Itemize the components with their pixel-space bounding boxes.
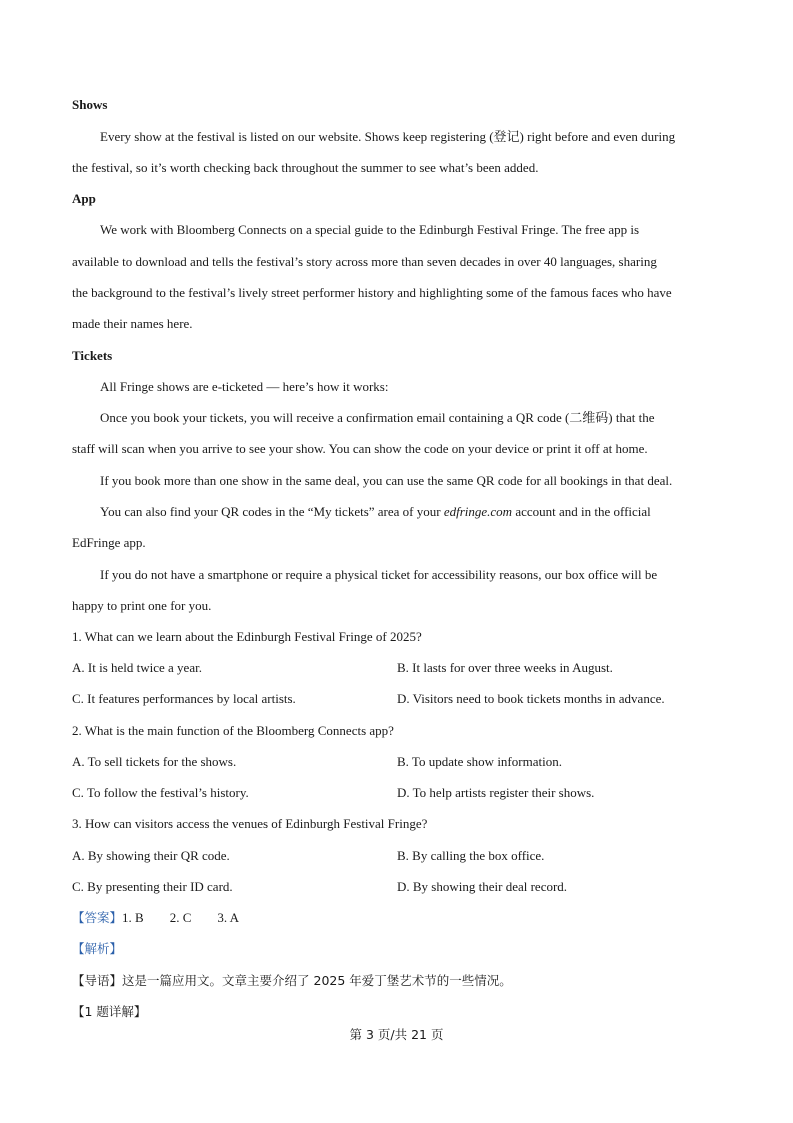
question-3-option-a: A. By showing their QR code. [72, 848, 230, 863]
tickets-paragraph-1-line-2: staff will scan when you arrive to see your show. You can show the code on your device or print it off at home. [72, 441, 648, 456]
tickets-paragraph-2: If you book more than one show in the same deal, you can use the same QR code for all bookings in that deal. [100, 473, 673, 488]
page-footer: 第 3 页/共 21 页 [349, 1027, 444, 1042]
question-2-stem: 2. What is the main function of the Bloomberg Connects app? [72, 723, 394, 738]
answer-label: 【答案】 [72, 910, 123, 925]
tickets-paragraph-3-line-1 [100, 503, 722, 521]
tickets-paragraph-1-line-1: Once you book your tickets, you will receive a confirmation email containing a QR code (二维码) that the [100, 410, 655, 425]
tickets-paragraph-3-line-2: EdFringe app. [72, 535, 146, 550]
question-3-option-b: B. By calling the box office. [397, 848, 545, 863]
app-paragraph-line-3: the background to the festival’s lively street performer history and highlighting some of the famous faces who have [72, 285, 672, 300]
question-3-option-d: D. By showing their deal record. [397, 879, 568, 894]
guide-text: 这是一篇应用文。文章主要介绍了 2025 年爱丁堡艺术节的一些情况。 [122, 973, 512, 988]
tickets-paragraph-4-line-2: happy to print one for you. [72, 598, 212, 613]
tickets-paragraph-4-line-1: If you do not have a smartphone or require a physical ticket for accessibility reasons, our box office will be [100, 567, 658, 582]
question-1-option-b: B. It lasts for over three weeks in August. [397, 660, 613, 675]
shows-paragraph-line-1: Every show at the festival is listed on our website. Shows keep registering (登记) right before and even during [100, 129, 676, 144]
app-paragraph-line-2: available to download and tells the festival’s story across more than seven decades in over 40 languages, sharing [72, 254, 657, 269]
tickets-p3-text-after: account and in the official [512, 504, 651, 519]
shows-paragraph-line-2: the festival, so it’s worth checking back throughout the summer to see what’s been added. [72, 160, 539, 175]
analysis-label: 【解析】 [72, 941, 123, 956]
tickets-p3-text-before: You can also find your QR codes in the “My tickets” area of your [100, 504, 444, 519]
section-heading-tickets: Tickets [72, 348, 113, 363]
question-1-stem: 1. What can we learn about the Edinburgh Festival Fringe of 2025? [72, 629, 422, 644]
question-2-option-d: D. To help artists register their shows. [397, 785, 595, 800]
answer-2: 2. C [169, 910, 192, 925]
question-2-option-c: C. To follow the festival’s history. [72, 785, 249, 800]
edfringe-link-text: edfringe.com [443, 504, 513, 519]
section-heading-app: App [72, 191, 96, 206]
guide-row [72, 972, 722, 990]
tickets-intro: All Fringe shows are e-ticketed — here’s how it works: [100, 379, 389, 394]
answer-3: 3. A [217, 910, 240, 925]
section-heading-shows: Shows [72, 97, 108, 112]
app-paragraph-line-4: made their names here. [72, 316, 193, 331]
answer-row [72, 909, 722, 927]
guide-label: 【导语】 [72, 973, 123, 988]
question-1-option-d: D. Visitors need to book tickets months in advance. [397, 691, 665, 706]
question-3-stem: 3. How can visitors access the venues of Edinburgh Festival Fringe? [72, 816, 428, 831]
question-3-option-c: C. By presenting their ID card. [72, 879, 233, 894]
answer-1: 1. B [122, 910, 144, 925]
detail-label: 【1 题详解】 [72, 1004, 147, 1019]
app-paragraph-line-1: We work with Bloomberg Connects on a special guide to the Edinburgh Festival Fringe. The free app is [100, 222, 640, 237]
question-2-option-b: B. To update show information. [397, 754, 562, 769]
question-1-option-a: A. It is held twice a year. [72, 660, 202, 675]
question-2-option-a: A. To sell tickets for the shows. [72, 754, 237, 769]
question-1-option-c: C. It features performances by local artists. [72, 691, 296, 706]
